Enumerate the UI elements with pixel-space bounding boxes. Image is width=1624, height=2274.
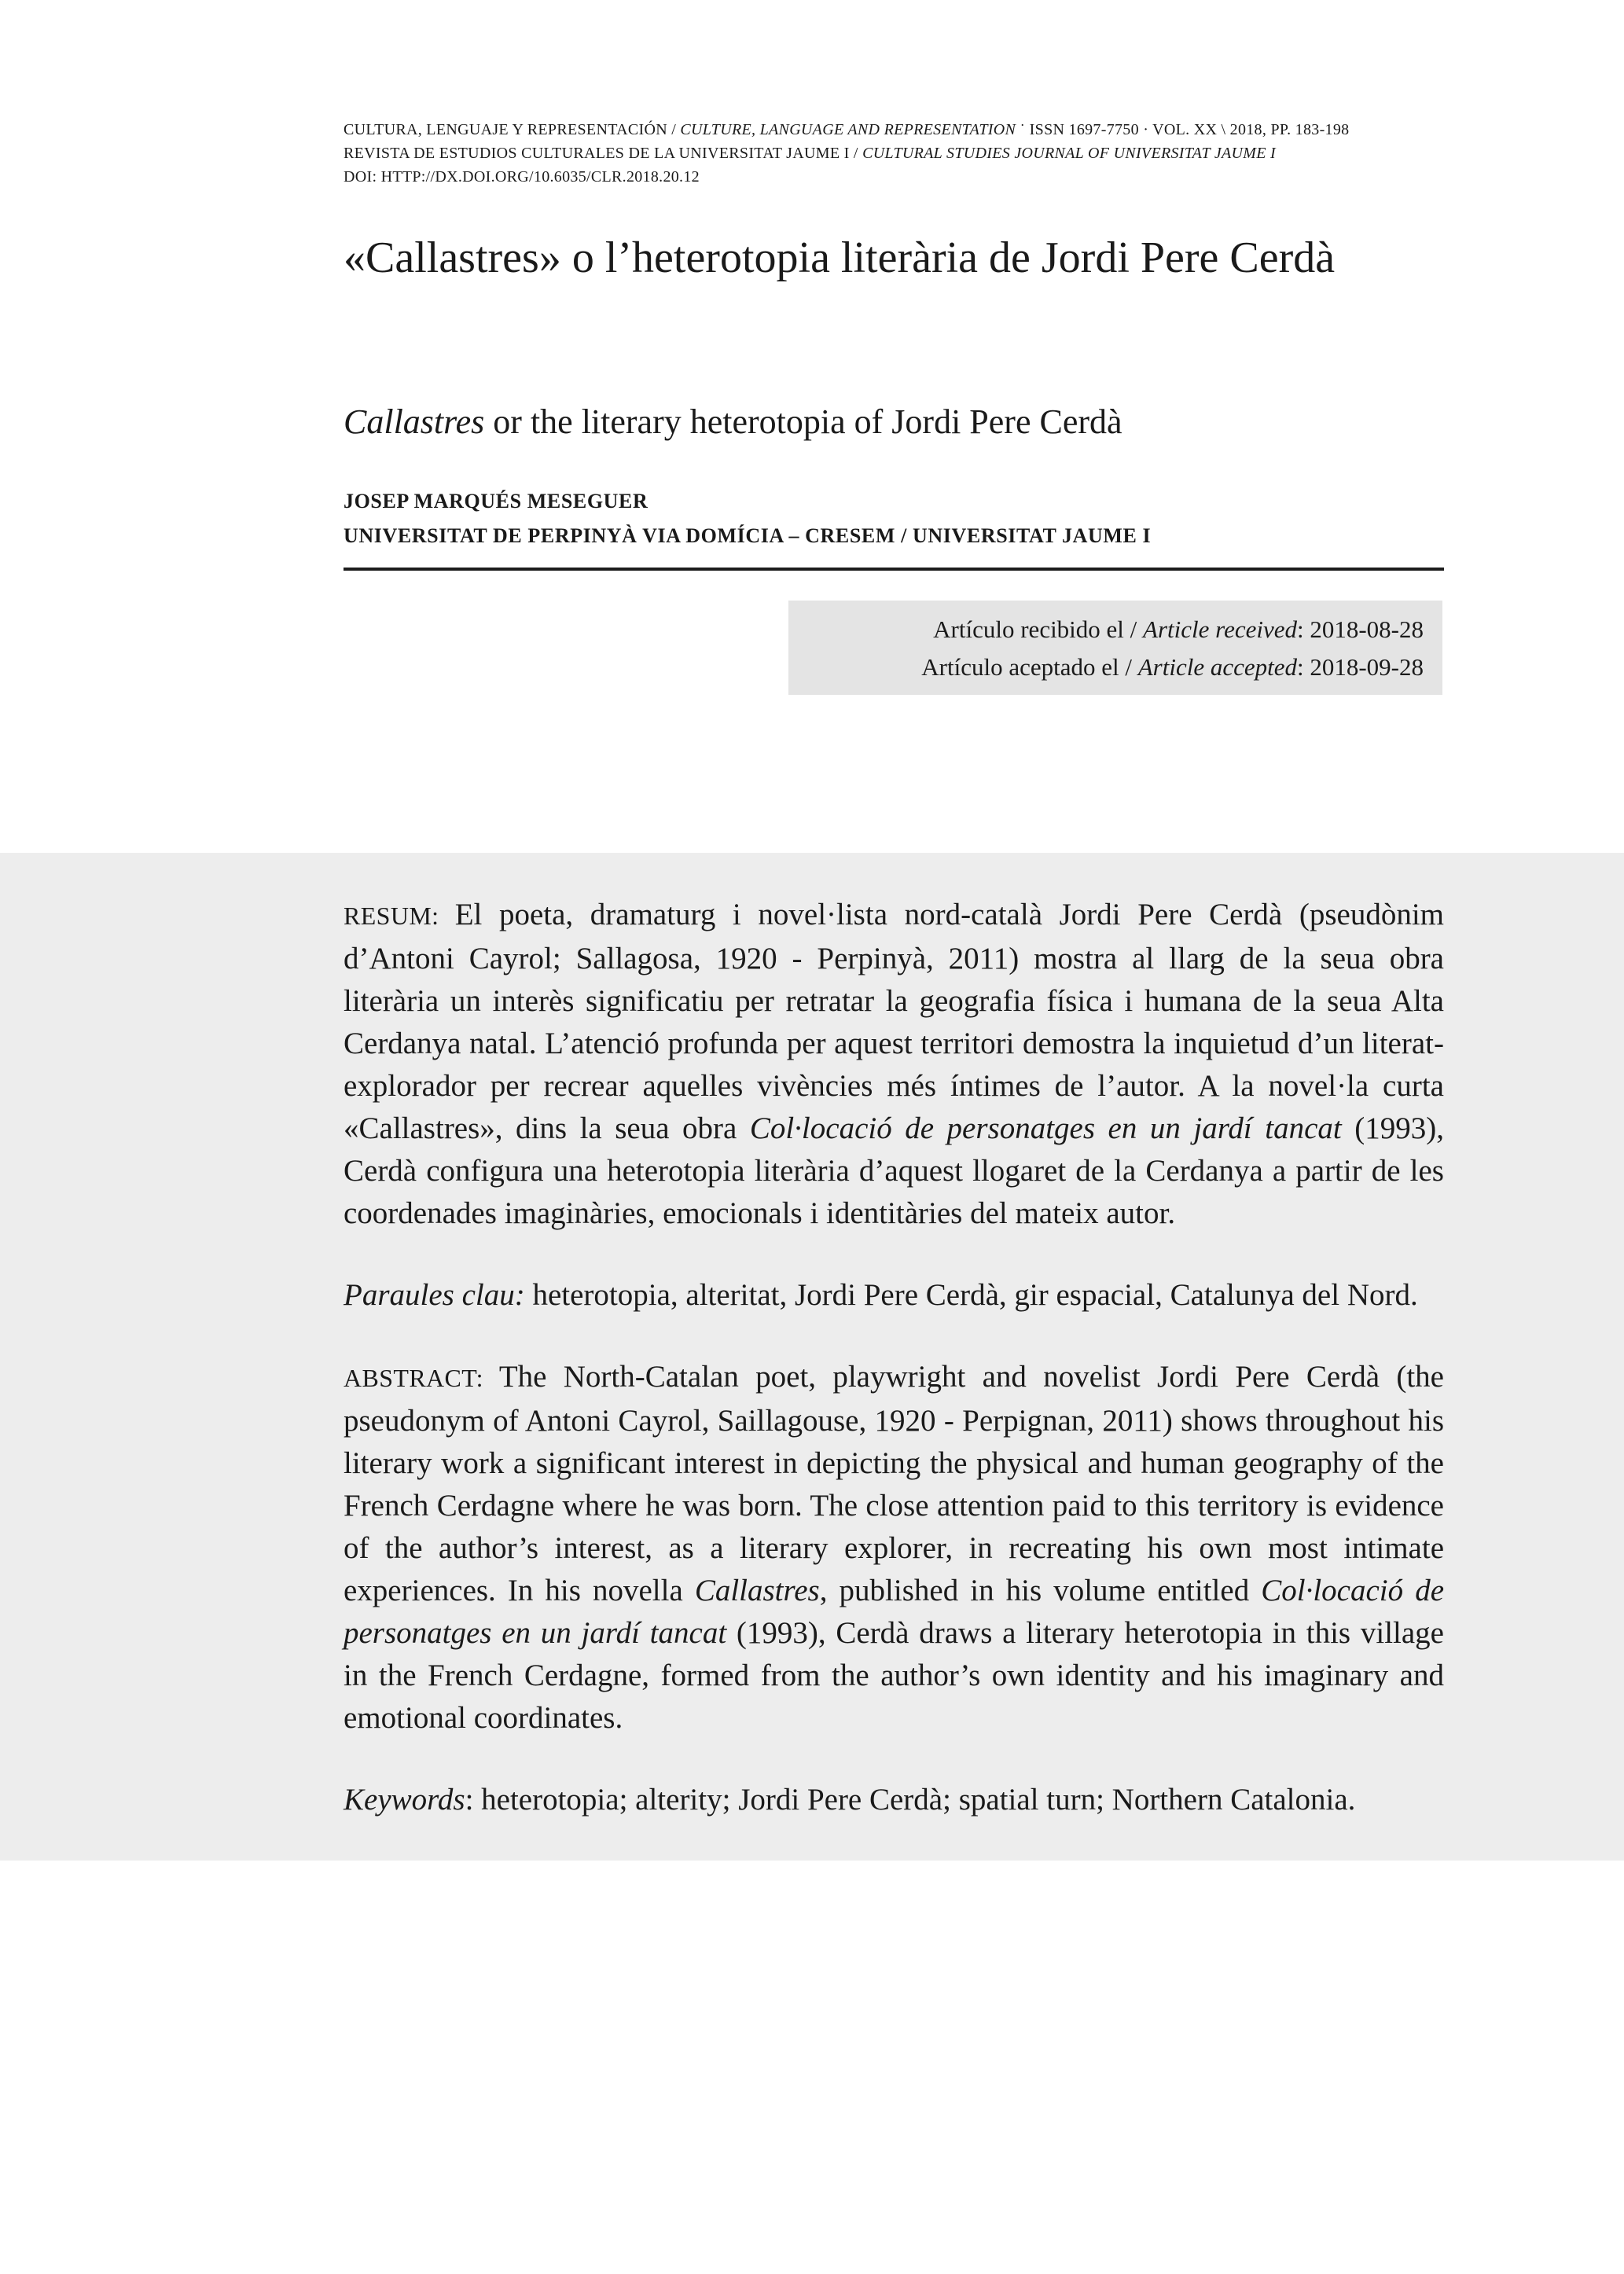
text-segment: Artículo aceptado el / [921, 653, 1138, 681]
paraules-clau-line [344, 1274, 1444, 1317]
text-segment: DOI: HTTP://DX.DOI.ORG/10.6035/CLR.2018.20.12 [344, 168, 700, 186]
text-segment: The North-Catalan poet, playwright and novelist Jordi Pere Cerdà (the pseudonym of Antoni Cayrol, Saillagouse, 1920 - Perpignan, 2011) shows throughout his literary work a significant interest in depicting the physical and human geography of the French Cerdagne where he was born. The close attention paid to this territory is evidence of the author’s interest, as a literary explorer, in recreating his own most intimate experiences. In his novella [344, 1360, 1444, 1607]
journal-header-line-1 [344, 118, 1507, 141]
text-segment: Article accepted [1137, 653, 1297, 681]
author-affiliation: UNIVERSITAT DE PERPINYÀ VIA DOMÍCIA – CRESEM / UNIVERSITAT JAUME I [344, 524, 1152, 547]
text-segment: CULTURA, LENGUAJE Y REPRESENTACIÓN / [344, 121, 681, 138]
text-segment: REVISTA DE ESTUDIOS CULTURALES DE LA UNIVERSITAT JAUME I / [344, 145, 863, 162]
author-block [344, 484, 1452, 553]
text-segment: CULTURAL STUDIES JOURNAL OF UNIVERSITAT JAUME I [862, 145, 1276, 162]
text-segment: : 2018-09-28 [1296, 653, 1424, 681]
resum-paragraph [344, 894, 1444, 1235]
journal-doi-line [344, 165, 1507, 189]
journal-header [344, 118, 1507, 189]
text-segment: Paraules clau: [344, 1278, 525, 1312]
divider-rule [344, 568, 1444, 571]
abstract-paragraph [344, 1356, 1444, 1739]
author-name: JOSEP MARQUÉS MESEGUER [344, 490, 648, 512]
text-segment: Col·locació de personatges en un jardí tancat [344, 1574, 1445, 1650]
text-segment: heterotopia, alteritat, Jordi Pere Cerdà, gir espacial, Catalunya del Nord. [524, 1278, 1418, 1312]
text-segment: Callastres [694, 1574, 820, 1607]
text-segment: ABSTRACT: [344, 1365, 499, 1392]
article-title-catalan: «Callastres» o l’heterotopia literària de Jordi Pere Cerdà [344, 233, 1336, 282]
text-segment: , published in his volume entitled [819, 1574, 1262, 1607]
text-segment: Artículo recibido el / [933, 615, 1144, 643]
text-segment: Keywords [344, 1783, 465, 1817]
abstract-column [344, 894, 1444, 1821]
journal-header-line-2 [344, 141, 1507, 165]
article-accepted-line [788, 648, 1424, 686]
text-segment: or the literary heterotopia of Jordi Pere Cerdà [484, 402, 1122, 441]
text-segment: Col·locació de personatges en un jardí tancat [749, 1111, 1342, 1145]
text-segment: ˙ ISSN 1697-7750 · VOL. XX \ 2018, PP. 183-198 [1016, 121, 1350, 138]
text-segment: Callastres [344, 402, 485, 441]
text-segment: : heterotopia; alterity; Jordi Pere Cerdà; spatial turn; Northern Catalonia. [465, 1783, 1356, 1817]
text-segment: Article received [1143, 615, 1297, 643]
text-segment: RESUM: [344, 902, 455, 930]
text-segment: El poeta, dramaturg i novel·lista nord-català Jordi Pere Cerdà (pseudònim d’Antoni Cayrol; Sallagosa, 1920 - Perpinyà, 2011) mostra al llarg de la seua obra literària un interès significatiu per retratar la geografia física i humana de la seua Alta Cerdanya natal. L’atenció profunda per aquest territori demostra la inquietud d’un literat-explorador per recrear aquelles vivències més íntimes de l’autor. A la novel·la curta «Callastres», dins la seua obra [344, 898, 1444, 1145]
keywords-line [344, 1779, 1444, 1821]
article-title-english [344, 399, 1452, 445]
abstract-band [0, 853, 1624, 1861]
dates-box [788, 601, 1442, 695]
text-segment: (1993), Cerdà draws a literary heterotopia in this village in the French Cerdagne, formed from the author’s own identity and his imaginary and emotional coordinates. [344, 1616, 1444, 1735]
text-segment: : 2018-08-28 [1296, 615, 1424, 643]
text-segment: (1993), Cerdà configura una heterotopia literària d’aquest llogaret de la Cerdanya a partir de les coordenades imaginàries, emocionals i identitàries del mateix autor. [344, 1111, 1444, 1230]
article-received-line [788, 611, 1424, 648]
text-segment: CULTURE, LANGUAGE AND REPRESENTATION [680, 121, 1016, 138]
